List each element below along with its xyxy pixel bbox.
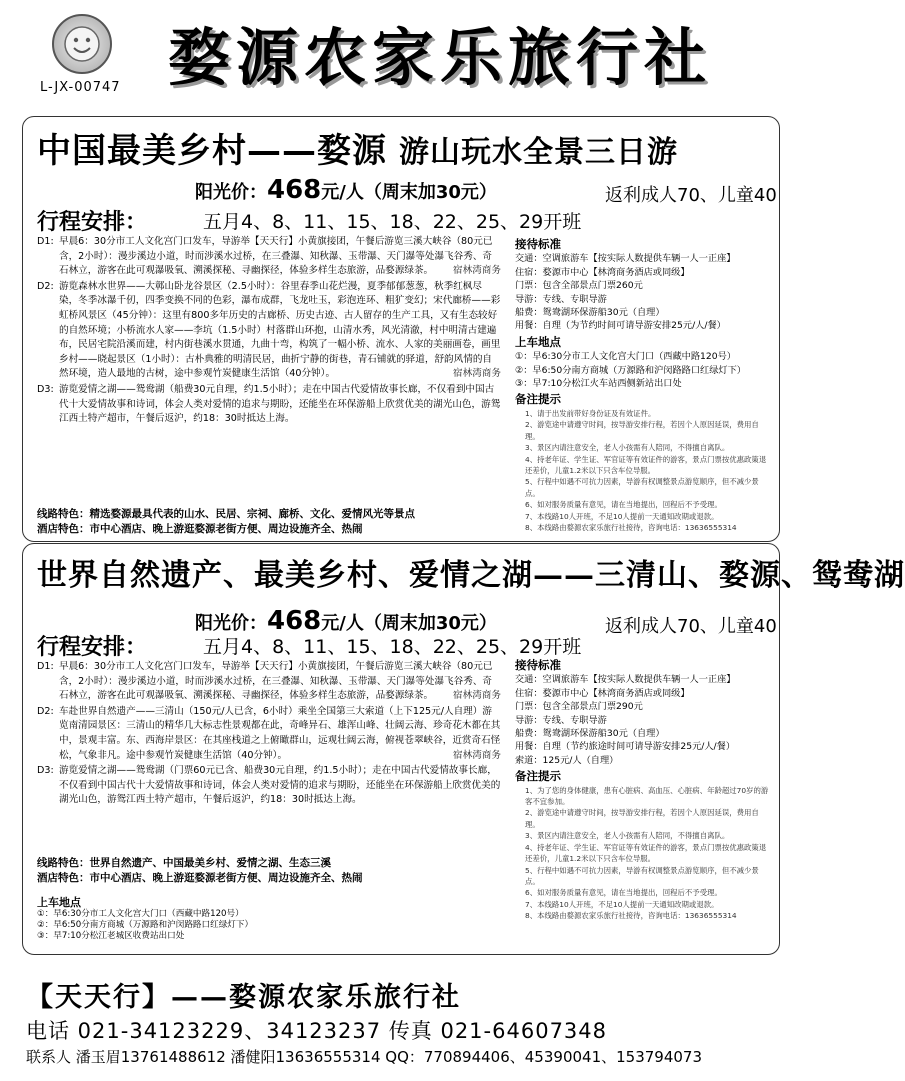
price-number: 468: [267, 606, 322, 636]
price-number: 468: [267, 175, 322, 205]
tour2-dates: 五月4、8、11、15、18、22、25、29开班: [203, 636, 582, 658]
tour1-title-sub: 游山玩水全景三日游: [399, 135, 678, 170]
notes-list: [515, 408, 769, 533]
pickup-heading: 上车地点: [37, 896, 81, 909]
note-item: 3、景区内请注意安全，老人小孩需有人陪同，不得擅自离队。: [525, 831, 730, 841]
note-item: 5、行程中如遇不可抗力因素，导游有权调整景点游览顺序，但不减少景点。: [525, 865, 759, 886]
day-hotel: 宿林湾商务: [453, 690, 501, 702]
tour1-price: [195, 175, 497, 205]
tour2-title: 世界自然遗产、最美乡村、爱情之湖——三清山、婺源、鸳鸯湖: [37, 558, 905, 593]
tour2-features: [37, 856, 363, 886]
footer-phone: 电话 021-34123229、34123237 传真 021-64607348: [26, 1019, 608, 1043]
price-label: 阳光价：: [195, 182, 267, 203]
day-hotel: 宿林湾商务: [453, 749, 501, 761]
feature-row: [37, 507, 415, 522]
tour-section-2: [22, 543, 905, 955]
pickup-row: ③：早7:10分松江老城区收费站出口处: [37, 931, 185, 941]
note-item: 2、游览途中请遵守时间，按导游安排行程，若因个人原因延误，费用自理。: [525, 808, 759, 829]
feature-text: 市中心酒店、晚上游逛婺源老街方便、周边设施齐全、热闹: [89, 523, 363, 535]
tour2-itinerary-heading: 行程安排：: [37, 635, 148, 660]
pickup-row: ②：早6:50分南方商城（万源路和沪闵路路口红绿灯下）: [37, 920, 254, 930]
note-item: 6、如对服务质量有意见，请在当地提出，回程后不予受理。: [525, 500, 722, 510]
tour1-title-main: 中国最美乡村——婺源: [37, 131, 387, 171]
tour1-sidebar: [515, 235, 769, 533]
smiley-face-icon: [54, 16, 110, 72]
price-unit: 元/人（周末加30元）: [321, 613, 497, 634]
day-label: D3:: [37, 765, 54, 777]
note-item: 4、持老年证、学生证、军官证等有效证件的游客，景点门票按优惠政策退还差价，儿童1.2米以下只含车位导服。: [525, 842, 767, 864]
tour1-title: [37, 123, 678, 172]
notes-heading: 备注提示: [515, 392, 561, 407]
tour1-day-1: [37, 235, 501, 279]
standard-row: 船费：鸳鸯湖环保游船30元（自理）: [515, 728, 665, 740]
tour2-day-1: [37, 660, 501, 704]
tour2-days: [37, 660, 501, 809]
standard-row: 住宿：婺源市中心【林湾商务酒店或同级】: [515, 266, 690, 278]
note-item: 1、为了您的身体健康，患有心脏病、高血压、心脏病、年龄超过70岁的游客不宜参加。: [525, 785, 769, 807]
standard-row: 用餐：自理（为节约时间可请导游安排25元/人/餐）: [515, 320, 726, 332]
day-text: 游览爱情之湖——鸳鸯湖（船费30元自理，约1.5小时）；走在中国古代爱情故事长廊，不仅看到中国古代十大爱情故事和诗词，体会人类对爱情的追求与期盼，还能坐在环保游船上欣赏优美的湖光山色，游鸳江西土特产超市，午餐后返沪，约18：30时抵达上海。: [59, 383, 501, 425]
tour2-sidebar: [515, 656, 769, 922]
agency-title: 婺源农家乐旅行社: [168, 21, 713, 94]
pickup-heading: 上车地点: [515, 334, 561, 349]
standard-row: 交通：空调旅游车【按实际人数提供车辆一人一正座】: [515, 674, 736, 686]
smiley-logo-icon: [52, 14, 112, 74]
pickup-row: ③：早7:10分松江火车站西侧新站出口处: [515, 378, 682, 390]
day-label: D3:: [37, 383, 54, 395]
day-text: 早晨6：30分市工人文化宫门口发车，导游举【天天行】小黄旗接团，午餐后游览三溪大峡谷（80元已含，2小时）：漫步溪边小道，时而涉溪水过桥，在三叠瀑、知秋瀑、玉带瀑、天门瀑等处瀑飞谷秀、奇石林立，游客在此可观瀑吸氧、溯溪探秘、寻幽探径，体验多样生态旅游，品婺源绿茶。: [59, 236, 493, 277]
note-item: 8、本线路由婺源农家乐旅行社接待，咨询电话：13636555314: [525, 522, 737, 532]
day-hotel: 宿林湾商务: [453, 265, 501, 277]
feature-row: [37, 871, 363, 886]
price-label: 阳光价：: [195, 613, 267, 634]
note-item: 4、持老年证、学生证、军官证等有效证件的游客，景点门票按优惠政策退还差价，儿童1.2米以下只含车位导服。: [525, 454, 767, 475]
note-item: 5、行程中如遇不可抗力因素，导游有权调整景点游览顺序，但不减少景点。: [525, 477, 759, 498]
standard-row: 门票：包含全部景点门票290元: [515, 701, 643, 713]
feature-text: 精选婺源最具代表的山水、民居、宗祠、廊桥、文化、爱情风光等景点: [89, 508, 415, 520]
pickup-row: ①：早6:30分市工人文化宫大门口（西藏中路120号）: [515, 351, 736, 363]
note-item: 2、游览途中请遵守时间，按导游安排行程，若因个人原因延误，费用自理。: [525, 420, 759, 441]
note-item: 7、本线路10人开班，不足10人提前一天通知改期或退款。: [525, 511, 719, 521]
standard-row: 门票：包含全部景点门票260元: [515, 280, 643, 292]
standard-row: 导游：专线、专职导游: [515, 293, 607, 305]
tour1-dates: 五月4、8、11、15、18、22、25、29开班: [203, 211, 582, 233]
feature-label: 线路特色：: [37, 508, 90, 520]
license-number: L-JX-00747: [40, 80, 121, 95]
note-item: 8、本线路由婺源农家乐旅行社接待，咨询电话：13636555314: [525, 911, 737, 921]
day-text: 游览森林水世界——大鄣山卧龙谷景区（2.5小时）：谷里春季山花烂漫，夏季郁郁葱葱，秋季红枫尽染，冬季冰瀑千仞，四季变换不同的色彩，瀑布成群，飞龙吐玉，彩泡连环、粗犷变幻；宋代廊桥——彩虹桥风景区（45分钟）：这里有800多年历史的古廊桥、历史古迹、古人留存的生产工具，又有生态较好的自然环境；小桥流水人家——李坑（1.5小时）村落群山环抱，山清水秀，风光清澈，村中明清古建遍布，民居宅院沿溪而建，村内街巷溪水贯通，九曲十弯，构筑了一幅小桥、流水、人家的美丽画卷，画里乡村——晓起景区（1小时）：古朴典雅的明清民居，曲折宁静的街巷，青石铺就的驿道，舒韵风情的自然环境，造人最地的古树，途中参观竹炭健康生活馆（40分钟）。: [59, 280, 501, 380]
standard-row: 住宿：婺源市中心【林湾商务酒店或同级】: [515, 687, 690, 699]
tour1-day-2: [37, 280, 501, 382]
tour1-days: [37, 235, 501, 428]
footer-contact: 联系人 潘玉眉13761488612 潘健阳13636555314 QQ：770894406、45390041、153794073: [26, 1048, 703, 1066]
price-unit: 元/人（周末加30元）: [321, 182, 497, 203]
feature-text: 市中心酒店、晚上游逛婺源老街方便、周边设施齐全、热闹: [89, 872, 363, 884]
tour-section-1: [22, 116, 780, 542]
tour2-day-2: [37, 705, 501, 763]
notes-list: [515, 785, 769, 922]
pickup-row: ②：早6:50分南方商城（万源路和沪闵路路口红绿灯下）: [515, 364, 746, 376]
note-item: 7、本线路10人开班，不足10人提前一天通知改期或退款。: [525, 899, 719, 909]
feature-row: [37, 856, 363, 871]
note-item: 1、请于出发前带好身份证及有效证件。: [525, 408, 656, 418]
pickup-row: ①：早6:30分市工人文化宫大门口（西藏中路120号）: [37, 909, 244, 919]
standard-row: 导游：专线、专职导游: [515, 714, 607, 726]
tour2-rebate: 返利成人70、儿童40: [605, 616, 777, 637]
standard-row: 用餐：自理（节约旅途时间可请导游安排25元/人/餐）: [515, 741, 736, 753]
day-text: 游览爱情之湖——鸳鸯湖（门票60元已含、船费30元自理，约1.5小时）；走在中国古代爱情故事长廊，不仅看到中国古代十大爱情故事和诗词，体会人类对爱情的追求与期盼，还能坐在环保游船上欣赏优美的湖光山色，游鸳江西土特产超市，午餐后返沪，约18：30时抵达上海。: [59, 765, 501, 806]
notes-heading: 备注提示: [515, 769, 561, 784]
feature-row: [37, 522, 415, 537]
tour1-day-3: [37, 383, 501, 427]
tour2-day-3: [37, 764, 501, 808]
standards-heading: 接待标准: [515, 658, 561, 672]
day-text: 车赴世界自然遗产——三清山（150元/人已含，6小时）乘坐全国第三大索道（上下125元/人自理）游览南清园景区：三清山的精华几大标志性景观都在此，奇峰异石、雄浑山峰、壮阔云海、珍奇花木都在其中，景观丰富。东、西海岸景区：在其座栈道之上俯瞰群山，远观壮阔云海，俯视苍翠峡谷，近赏奇石怪松，气象非凡。途中参观竹炭健康生活馆（40分钟）。: [59, 705, 501, 761]
standard-row: 索道：125元/人（自理）: [515, 754, 619, 766]
note-item: 6、如对服务质量有意见，请在当地提出，回程后不予受理。: [525, 888, 722, 898]
standards-heading: 接待标准: [515, 237, 561, 251]
day-hotel: 宿林湾商务: [453, 368, 501, 380]
day-label: D2:: [37, 280, 54, 292]
tour1-features: [37, 507, 415, 537]
tour2-pickup: [37, 894, 253, 942]
tour1-itinerary-heading: 行程安排：: [37, 210, 148, 235]
day-label: D1:: [37, 236, 54, 247]
day-label: D1:: [37, 661, 54, 672]
standard-row: 船费：鸳鸯湖环保游船30元（自理）: [515, 307, 665, 319]
feature-label: 线路特色：: [37, 857, 90, 869]
feature-label: 酒店特色：: [37, 523, 90, 535]
footer-brand: 【天天行】——婺源农家乐旅行社: [26, 982, 461, 1013]
day-label: D2:: [37, 705, 54, 717]
tour1-rebate: 返利成人70、儿童40: [605, 185, 777, 206]
day-text: 早晨6：30分市工人文化宫门口发车，导游举【天天行】小黄旗接团，午餐后游览三溪大峡谷（80元已含，2小时）：漫步溪边小道，时而涉溪水过桥，在三叠瀑、知秋瀑、玉带瀑、天门瀑等处瀑飞谷秀、奇石林立，游客在此可观瀑吸氧、溯溪探秘、寻幽探径，体验多样生态旅游，品婺源绿茶。: [59, 661, 493, 702]
standard-row: 交通：空调旅游车【按实际人数提供车辆一人一正座】: [515, 253, 736, 265]
feature-label: 酒店特色：: [37, 872, 90, 884]
feature-text: 世界自然遗产、中国最美乡村、爱情之湖、生态三溪: [89, 857, 331, 869]
note-item: 3、景区内请注意安全，老人小孩需有人陪同，不得擅自离队。: [525, 443, 730, 453]
